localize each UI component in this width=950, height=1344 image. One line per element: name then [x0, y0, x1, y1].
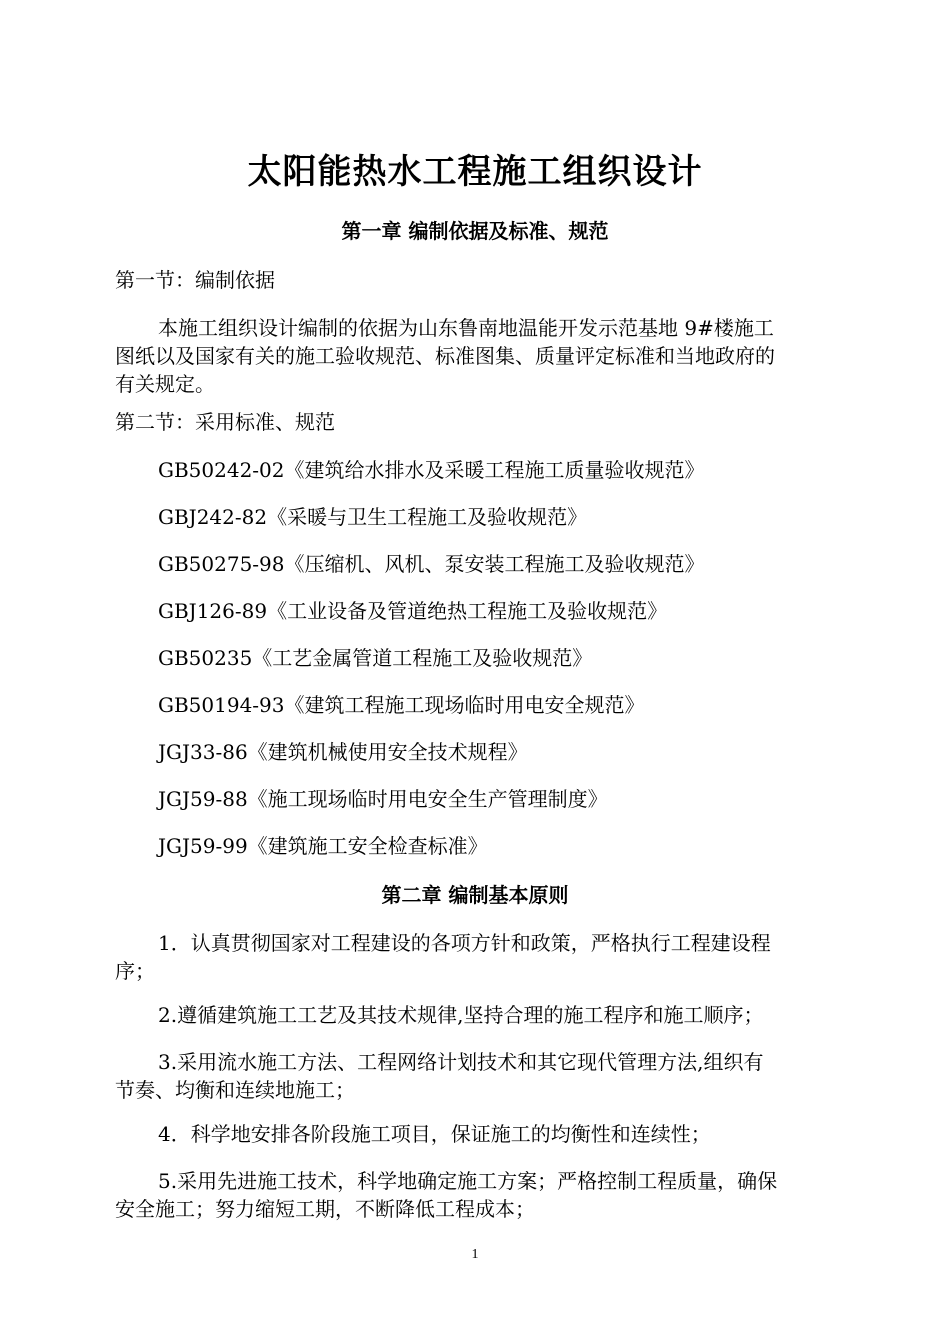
standard-item: GB50235《工艺金属管道工程施工及验收规范》: [158, 646, 593, 670]
principle-item: [115, 1048, 840, 1104]
paragraph-line: 4．科学地安排各阶段施工项目，保证施工的均衡性和连续性；: [158, 1122, 711, 1146]
principle-item: [115, 929, 840, 985]
standard-item: GBJ126-89《工业设备及管道绝热工程施工及验收规范》: [158, 599, 668, 623]
paragraph-line: 节奏、均衡和连续地施工；: [115, 1078, 355, 1102]
standard-item: JGJ33-86《建筑机械使用安全技术规程》: [158, 740, 528, 764]
paragraph-line: 序；: [115, 959, 155, 983]
paragraph-line: 有关规定。: [115, 372, 215, 396]
chapter-2-heading: 第二章 编制基本原则: [381, 883, 569, 907]
standard-item: GBJ242-82《采暖与卫生工程施工及验收规范》: [158, 505, 588, 529]
paragraph-line: 安全施工；努力缩短工期，不断降低工程成本；: [115, 1197, 535, 1221]
paragraph-line: 1．认真贯彻国家对工程建设的各项方针和政策，严格执行工程建设程: [158, 931, 771, 955]
standard-item: GB50194-93《建筑工程施工现场临时用电安全规范》: [158, 693, 645, 717]
standard-item: JGJ59-99《建筑施工安全检查标准》: [158, 834, 488, 858]
document-title: 太阳能热水工程施工组织设计: [247, 152, 703, 192]
paragraph-line: 图纸以及国家有关的施工验收规范、标准图集、质量评定标准和当地政府的: [115, 344, 775, 368]
section-1-body: [115, 314, 840, 398]
paragraph-line: 5.采用先进施工技术，科学地确定施工方案；严格控制工程质量，确保: [158, 1169, 778, 1193]
chapter-1-heading: 第一章 编制依据及标准、规范: [341, 219, 609, 243]
standard-item: GB50242-02《建筑给水排水及采暖工程施工质量验收规范》: [158, 458, 705, 482]
section-1-heading: 第一节：编制依据: [115, 268, 275, 292]
section-2-heading: 第二节：采用标准、规范: [115, 410, 335, 434]
paragraph-line: 3.采用流水施工方法、工程网络计划技术和其它现代管理方法,组织有: [158, 1050, 764, 1074]
principle-item: [115, 1120, 840, 1148]
paragraph-line: 2.遵循建筑施工工艺及其技术规律,坚持合理的施工程序和施工顺序；: [158, 1003, 764, 1027]
principle-item: [115, 1001, 840, 1029]
standard-item: JGJ59-88《施工现场临时用电安全生产管理制度》: [158, 787, 608, 811]
paragraph-line: 本施工组织设计编制的依据为山东鲁南地温能开发示范基地 9#楼施工: [158, 316, 774, 340]
principle-item: [115, 1167, 840, 1223]
standard-item: GB50275-98《压缩机、风机、泵安装工程施工及验收规范》: [158, 552, 705, 576]
page-number: 1: [471, 1247, 479, 1262]
